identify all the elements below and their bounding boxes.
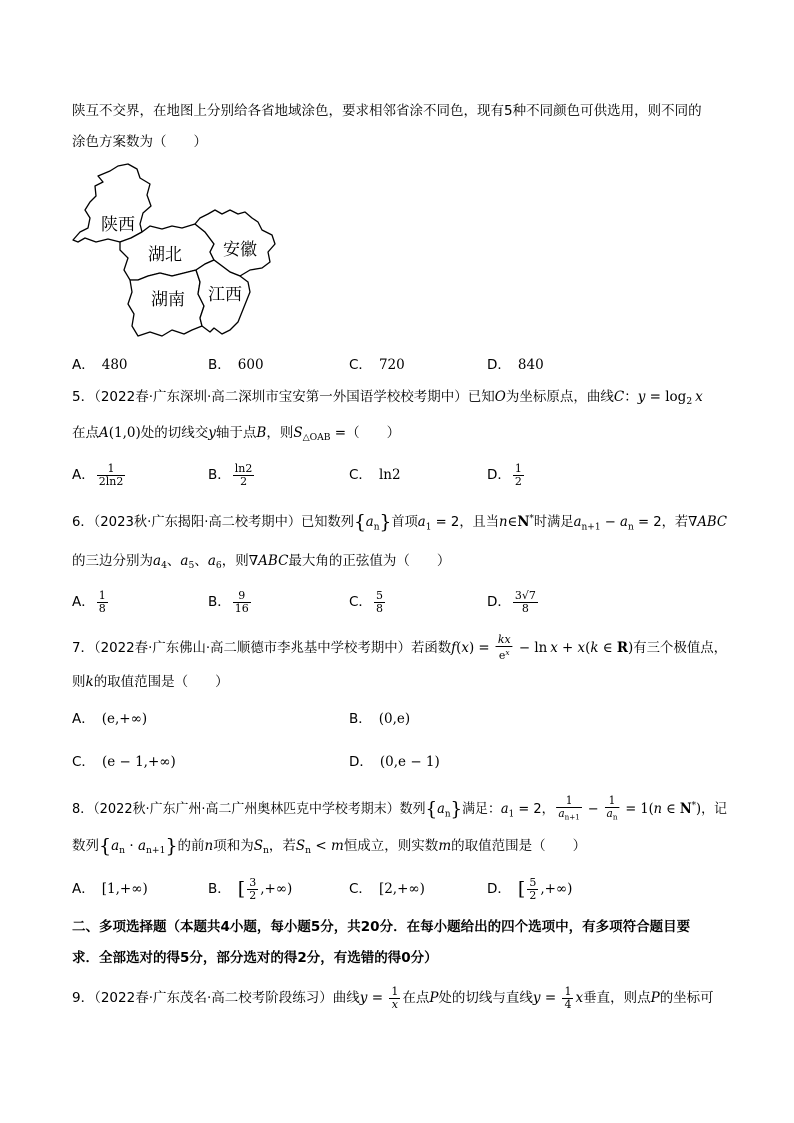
math-variable: x xyxy=(575,990,584,1006)
question-7-line-2 xyxy=(72,669,229,695)
math-variable: x xyxy=(695,389,703,405)
option-value: (0,e) xyxy=(378,711,411,727)
text-run: 在点 xyxy=(72,425,99,441)
subscript: n+1 xyxy=(146,845,166,857)
option-label: D． xyxy=(487,881,511,897)
question-5-line-2 xyxy=(72,420,400,446)
fraction-numerator: kx xyxy=(497,633,511,646)
map-label-shaanxi: 陕西 xyxy=(101,215,135,235)
brace: } xyxy=(450,798,463,821)
question-5-options xyxy=(0,462,794,488)
option-label: C． xyxy=(349,881,372,897)
fraction-denominator: 2ln2 xyxy=(98,474,124,488)
subscript: △OAB xyxy=(302,432,331,444)
option-b xyxy=(208,589,253,615)
bracket: [ xyxy=(237,878,246,900)
option-label: D． xyxy=(349,754,373,770)
option-value: 600 xyxy=(237,357,264,373)
fraction-numerator: 1 xyxy=(564,984,572,998)
fraction-denominator: x xyxy=(391,997,398,1011)
subscript: 1 xyxy=(425,521,432,533)
text-run: 数列 xyxy=(72,838,99,854)
math-paren: ) xyxy=(628,640,634,657)
question-7-options-row-1 xyxy=(0,706,794,732)
math-operator: = xyxy=(540,990,561,1006)
text-run: 处的切线交 xyxy=(140,425,209,441)
math-variable: y xyxy=(208,425,216,441)
map-label-hubei: 湖北 xyxy=(148,245,182,265)
math-variable: a xyxy=(573,514,582,531)
option-c xyxy=(349,876,425,902)
subscript: n+1 xyxy=(581,521,601,533)
question-4-line-1: 陕互不交界，在地图上分别给各省地域涂色，要求相邻省涂不同色，现有5种不同颜色可供选用，则不同的 xyxy=(72,103,702,119)
text-run: 垂直，则点 xyxy=(583,990,651,1006)
math-variable: a xyxy=(365,514,374,531)
fraction-numerator: 1 xyxy=(556,795,581,808)
subscript: n+1 xyxy=(564,812,580,822)
triangle-symbol: ∇ xyxy=(688,514,698,531)
option-value: (e,+∞) xyxy=(101,711,148,727)
fraction-numerator: 5 xyxy=(375,588,383,602)
fraction xyxy=(97,463,126,488)
option-d xyxy=(487,462,526,488)
province-map xyxy=(72,163,282,345)
math-set: N xyxy=(679,801,692,818)
subscript: n xyxy=(119,845,126,857)
math-variable: y xyxy=(637,389,646,405)
math-operator: < xyxy=(311,838,331,854)
option-a xyxy=(72,706,147,732)
option-label: D． xyxy=(487,357,511,373)
math-variable: k xyxy=(85,674,94,690)
math-variable: x xyxy=(461,640,469,657)
math-variable: a xyxy=(180,553,189,569)
text-run: ，若 xyxy=(268,838,296,854)
option-label: D． xyxy=(487,467,511,483)
fraction-numerator: 3√7 xyxy=(514,588,536,602)
text-run: 满足： xyxy=(462,801,501,818)
math-operator: = xyxy=(367,990,388,1006)
section-2-header-line-1: 二、多项选择题（本题共4小题，每小题5分，共20分．在每小题给出的四个选项中，有多项符合题目要 xyxy=(72,919,691,935)
superscript: * xyxy=(529,513,534,524)
math-operator: ∈ xyxy=(507,514,518,531)
math-operator: = 1 xyxy=(621,801,649,818)
math-variable: y xyxy=(532,990,541,1006)
subscript: n xyxy=(612,812,618,822)
option-value: (e − 1,+∞) xyxy=(101,754,176,770)
brace: { xyxy=(99,835,112,857)
math-variable: a xyxy=(111,838,120,854)
math-variable: a xyxy=(558,806,565,820)
option-label: D． xyxy=(487,594,511,610)
math-variable: P xyxy=(429,990,439,1006)
text-run: 在点 xyxy=(402,990,430,1006)
text-run: 6．（2023秋·广东揭阳·高二校考期中）已知数列 xyxy=(72,514,354,531)
map-label-anhui: 安徽 xyxy=(223,240,257,260)
question-8-options xyxy=(0,876,794,902)
option-value: ,+∞) xyxy=(260,881,293,897)
math-operator: + xyxy=(557,640,578,657)
fraction-numerator: 1 xyxy=(514,461,522,475)
option-value: 480 xyxy=(101,357,128,373)
text-run: 有三个极值点， xyxy=(633,640,727,657)
math-variable: S xyxy=(293,425,303,441)
math-set: R xyxy=(616,640,629,657)
math-paren: ( xyxy=(585,640,591,657)
question-6-options xyxy=(0,589,794,615)
text-run: 、 xyxy=(194,553,208,569)
fraction xyxy=(374,590,385,615)
fraction xyxy=(233,463,255,488)
option-c xyxy=(349,589,387,615)
math-variable: y xyxy=(359,990,368,1006)
question-7-options-row-2 xyxy=(0,749,794,775)
math-variable: x xyxy=(577,640,586,657)
option-label: B． xyxy=(208,594,231,610)
fraction-numerator: 1 xyxy=(391,984,399,998)
option-d xyxy=(349,749,440,775)
fraction-denominator xyxy=(556,808,581,824)
option-label: A． xyxy=(72,594,95,610)
math-variable: O xyxy=(494,389,506,405)
fraction xyxy=(562,986,573,1011)
text-run: ，记 xyxy=(701,801,727,818)
text-run: 8．（2022秋·广东广州·高二广州奥林匹克中学校考期末）数列 xyxy=(72,801,426,818)
option-label: C． xyxy=(349,467,372,483)
text-run: 5．（2022春·广东深圳·高二深圳市宝安第一外国语学校校考期中）已知 xyxy=(72,389,495,405)
math-variable: f xyxy=(451,640,457,657)
option-b xyxy=(208,462,256,488)
math-variable: B xyxy=(256,425,267,441)
option-label: B． xyxy=(208,357,231,373)
fraction-numerator: 1 xyxy=(98,588,106,602)
option-b xyxy=(208,876,292,902)
subscript: 5 xyxy=(188,560,195,572)
math-variable: S xyxy=(253,838,263,854)
option-label: C． xyxy=(72,754,95,770)
subscript: n xyxy=(263,845,269,857)
subscript: n xyxy=(444,808,451,820)
question-9-line-1 xyxy=(72,985,714,1011)
math-operator: − ln xyxy=(514,640,548,657)
option-value: ln2 xyxy=(378,467,401,483)
fraction-denominator: 2 xyxy=(249,888,257,902)
superscript: * xyxy=(691,800,697,811)
question-7-line-1 xyxy=(72,633,727,663)
math-variable: n xyxy=(653,801,663,818)
option-label: A． xyxy=(72,881,95,897)
text-run: 首项 xyxy=(391,514,418,531)
subscript: 1 xyxy=(508,808,515,820)
question-4-line-2: 涂色方案数为（ ） xyxy=(72,134,207,150)
math-operator: − xyxy=(600,514,621,531)
fraction-denominator: 2 xyxy=(529,888,537,902)
option-a xyxy=(72,462,127,488)
text-run: 处的切线与直线 xyxy=(438,990,533,1006)
text-run: ，则 xyxy=(221,553,249,569)
fraction xyxy=(247,877,258,902)
math-variable: ABC xyxy=(697,514,727,531)
math-variable: a xyxy=(437,801,445,818)
subscript: 6 xyxy=(215,560,222,572)
math-paren: ( xyxy=(456,640,462,657)
option-value: 720 xyxy=(378,357,405,373)
option-label: A． xyxy=(72,357,95,373)
math-text: (1,0) xyxy=(108,425,141,441)
fraction xyxy=(513,463,524,488)
fraction xyxy=(496,634,513,662)
text-run: 轴于点 xyxy=(215,425,257,441)
map-label-hunan: 湖南 xyxy=(151,290,185,310)
text-run: = 2，且当 xyxy=(431,514,500,531)
fraction-numerator: 3 xyxy=(249,875,257,889)
option-value: (0,e − 1) xyxy=(379,754,440,770)
text-run: 的前 xyxy=(177,838,205,854)
subscript: 2 xyxy=(686,396,693,408)
text-run: 9．（2022春·广东茂名·高二校考阶段练习）曲线 xyxy=(72,990,360,1006)
fraction xyxy=(97,590,108,615)
option-label: A． xyxy=(72,711,95,727)
question-4-options xyxy=(0,352,794,378)
fraction xyxy=(556,795,581,824)
fraction xyxy=(233,590,251,615)
fraction-denominator xyxy=(496,647,513,662)
math-variable: a xyxy=(137,838,147,854)
math-paren: ) xyxy=(696,801,702,818)
option-b xyxy=(349,706,410,732)
text-run: = 2，若 xyxy=(633,514,689,531)
math-variable: C xyxy=(613,389,625,405)
text-run: = 2， xyxy=(514,801,555,818)
text-run: 则 xyxy=(72,674,86,690)
math-set: N xyxy=(517,514,530,531)
map-label-jiangxi: 江西 xyxy=(208,285,242,305)
text-run: 的取值范围是（ ） xyxy=(451,838,587,854)
triangle-symbol: ∇ xyxy=(248,553,259,569)
text-run: =（ ） xyxy=(330,425,401,441)
fraction-denominator: 2 xyxy=(240,474,248,488)
subscript: n xyxy=(373,521,380,533)
math-operator: ) = xyxy=(468,640,494,657)
math-paren: ( xyxy=(648,801,654,818)
option-a xyxy=(72,352,128,378)
fraction-denominator: 2 xyxy=(514,474,522,488)
text-run: ，则 xyxy=(266,425,294,441)
option-value: 840 xyxy=(517,357,544,373)
math-variable: S xyxy=(295,838,306,854)
option-a xyxy=(72,876,148,902)
text-run: 7．（2022春·广东佛山·高二顺德市李兆基中学校考期中）若函数 xyxy=(72,640,452,657)
text-run: 的取值范围是（ ） xyxy=(93,674,229,690)
text-run: 项和为 xyxy=(213,838,254,854)
option-d xyxy=(487,589,540,615)
fraction-denominator: 8 xyxy=(375,601,383,615)
fraction-numerator: 9 xyxy=(233,590,251,603)
subscript: n xyxy=(627,521,634,533)
math-operator: ∈ xyxy=(662,801,680,818)
option-label: A． xyxy=(72,467,95,483)
math-variable: a xyxy=(606,806,613,820)
brace: } xyxy=(379,511,392,534)
question-6-line-1 xyxy=(72,506,727,532)
brace: } xyxy=(165,835,178,857)
text-run: 为坐标原点，曲线 xyxy=(505,389,614,405)
text-run: 的坐标可 xyxy=(659,990,714,1006)
section-2-header-line-2: 求．全部选对的得5分，部分选对的得2分，有选错的得0分） xyxy=(72,950,438,966)
text-run: 时满足 xyxy=(533,514,574,531)
bracket: [ xyxy=(517,878,526,900)
option-b xyxy=(208,352,264,378)
fraction-denominator: 16 xyxy=(234,601,249,615)
subscript: n xyxy=(305,845,312,857)
math-variable: a xyxy=(207,553,216,569)
math-variable: n xyxy=(499,514,508,531)
fraction-numerator: ln2 xyxy=(234,461,253,475)
fraction xyxy=(513,590,538,615)
math-constant: e xyxy=(498,649,506,663)
fraction xyxy=(605,795,620,824)
math-variable: m xyxy=(331,838,344,854)
math-variable: k xyxy=(590,640,599,657)
fraction-denominator: 8 xyxy=(521,601,529,615)
math-operator: − xyxy=(583,801,603,818)
option-value: [1,+∞) xyxy=(101,881,148,897)
math-variable: a xyxy=(417,514,426,531)
text-run: ： xyxy=(624,389,638,405)
text-run: 、 xyxy=(166,553,181,569)
brace: { xyxy=(425,798,438,821)
fraction xyxy=(389,986,400,1011)
question-5-line-1 xyxy=(72,384,703,410)
fraction-denominator xyxy=(605,808,620,824)
math-operator: ∈ xyxy=(598,640,617,657)
text-run: 最大角的正弦值为（ ） xyxy=(288,553,451,569)
question-6-line-2 xyxy=(72,548,450,574)
option-value: [2,+∞) xyxy=(378,881,425,897)
brace: { xyxy=(353,511,366,534)
option-c xyxy=(349,352,405,378)
math-variable: m xyxy=(438,838,452,854)
question-8-line-1 xyxy=(72,793,727,822)
math-operator: · xyxy=(125,838,138,854)
option-label: C． xyxy=(349,357,372,373)
superscript: x xyxy=(505,648,510,657)
fraction-denominator: 8 xyxy=(98,601,106,615)
option-label: B． xyxy=(349,711,372,727)
option-label: B． xyxy=(208,467,231,483)
fraction xyxy=(527,877,538,902)
text-run: 的三边分别为 xyxy=(72,553,153,569)
option-label: B． xyxy=(208,881,231,897)
math-variable: n xyxy=(204,838,214,854)
option-label: C． xyxy=(349,594,372,610)
option-d xyxy=(487,876,572,902)
math-operator: = log xyxy=(645,389,687,405)
text-run: 恒成立，则实数 xyxy=(343,838,439,854)
option-c xyxy=(72,749,176,775)
fraction-numerator: 1 xyxy=(97,463,126,476)
math-variable: a xyxy=(500,801,509,818)
option-d xyxy=(487,352,544,378)
option-a xyxy=(72,589,110,615)
math-variable: A xyxy=(99,425,109,441)
fraction-denominator: 4 xyxy=(564,997,572,1011)
math-variable: ABC xyxy=(258,553,289,569)
math-variable: x xyxy=(550,640,558,657)
fraction-numerator: 1 xyxy=(605,795,620,808)
option-c xyxy=(349,462,401,488)
math-variable: a xyxy=(153,553,162,569)
fraction-numerator: 5 xyxy=(529,875,537,889)
subscript: 4 xyxy=(161,560,167,572)
math-variable: P xyxy=(650,990,660,1006)
question-8-line-2 xyxy=(72,833,586,859)
math-variable: a xyxy=(620,514,628,531)
option-value: ,+∞) xyxy=(540,881,573,897)
